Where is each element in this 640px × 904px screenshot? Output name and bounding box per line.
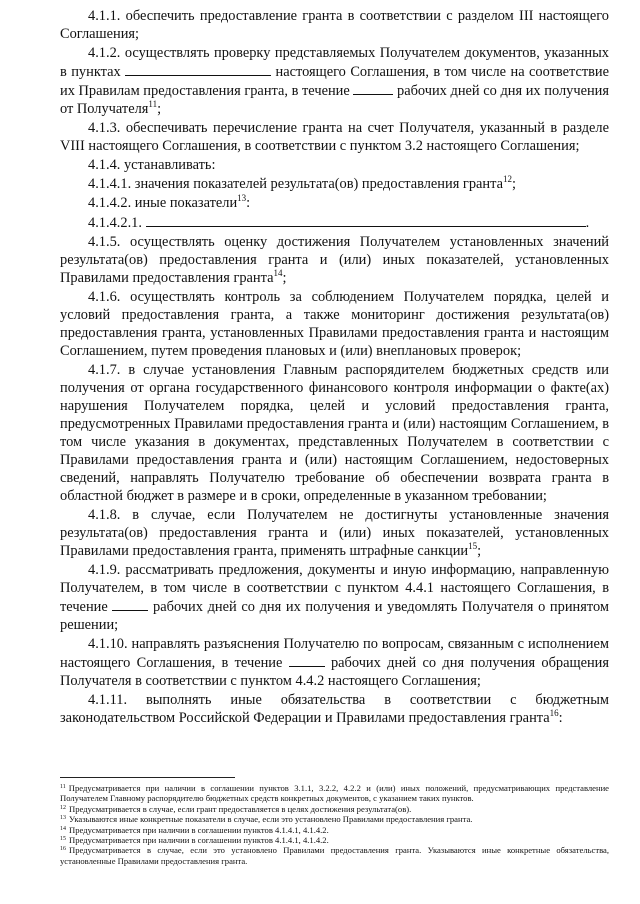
footnote-16: $^{16}$ Предусматривается в случае, если это установлено Правилами предоставления гранта. Указываются иные конкретные обязательства, установленные Правилами предоставления гранта. (60, 845, 609, 866)
footnote-ref: 13 (237, 192, 247, 203)
clause-4-1-3: 4.1.3. обеспечивать перечисление гранта на счет Получателя, указанный в разделе VIII настоящего Соглашения, в соответствии с пунктом 3.2 настоящего Соглашения; (60, 120, 609, 155)
clause-4-1-7: 4.1.7. в случае установления Главным распорядителем бюджетных средств или получения от органа государственного финансового контроля информации о факте(ах) нарушения Получателем порядка, целей и условий предоставления гранта, предусмотренных Правилами предоставления гранта и (или) настоящим Соглашением, в том числе указания в документах, представленных Получателем в соответствии с Правилами предоставления гранта и (или) настоящим Соглашением, недостоверных сведений, направлять Получателю требование об обеспечении возврата гранта в областной бюджет в размере и в сроки, определенные в указанном требовании; (60, 361, 609, 505)
agreement-body (60, 7, 609, 727)
footnote-13: $^{13}$ Указываются иные конкретные показатели в случае, если это установлено Правилами предоставления гранта. (60, 814, 473, 825)
clause-4-1-11: 4.1.11. выполнять иные обязательства в соответствии с бюджетным законодательством Российской Федерации и Правилами предоставления гранта$^{16}$: (60, 692, 609, 727)
clause-4-1-4-2: 4.1.4.2. иные показатели$^{13}$: (88, 192, 251, 211)
footnotes-section (60, 783, 609, 866)
clause-4-1-1: 4.1.1. обеспечить предоставление гранта в соответствии с разделом III настоящего Соглашения; (60, 8, 609, 43)
blank-line (125, 62, 271, 76)
clause-4-1-4: 4.1.4. устанавливать: (88, 157, 216, 174)
clause-4-1-4-1: 4.1.4.1. значения показателей результата(ов) предоставления гранта$^{12}$; (88, 173, 516, 192)
footnote-15: $^{15}$ Предусматривается при наличии в соглашении пунктов 4.1.4.1, 4.1.4.2. (60, 835, 329, 846)
clause-4-1-4-2-1: 4.1.4.2.1. . (88, 214, 590, 231)
clause-4-1-10: 4.1.10. направлять разъяснения Получателю по вопросам, связанным с исполнением настоящего Соглашения, в течение рабочих дней со дня получения обращения Получателя в соответствии с пунктом 4.4.2 настоящего Соглашения; (60, 636, 609, 690)
clause-4-1-9: 4.1.9. рассматривать предложения, документы и иную информацию, направленную Получателем, в том числе в соответствии с пунктом 4.4.1 настоящего Соглашения, в течение рабочих дней со дня их получения и уведомлять Получателя о принятом решении; (60, 562, 609, 634)
footnote-14: $^{14}$ Предусматривается при наличии в соглашении пунктов 4.1.4.1, 4.1.4.2. (60, 824, 329, 835)
footnote-ref: 14 (273, 267, 283, 278)
footnote-ref: 12 (502, 173, 512, 184)
clause-4-1-6: 4.1.6. осуществлять контроль за соблюдением Получателем порядка, целей и условий предоставления гранта, а также мониторинг достижения результата(ов) предоставления гранта, установленных Правилами предоставления гранта и настоящим Соглашением, путем проведения плановых и (или) внеплановых проверок; (60, 288, 609, 359)
footnote-ref: 15 (468, 541, 478, 552)
footnote-12: $^{12}$ Предусматривается в случае, если грант предоставляется в целях достижения результата(ов). (60, 803, 412, 814)
clause-4-1-8: 4.1.8. в случае, если Получателем не достигнуты установленные значения результата(ов) предоставления гранта и (или) иных показателей, установленных Правилами предоставления гранта, применять штрафные санкции$^{15}$; (60, 507, 609, 560)
blank-line (112, 597, 148, 611)
clause-4-1-5: 4.1.5. осуществлять оценку достижения Получателем установленных значений результата(ов) предоставления гранта и (или) иных показателей, установленных Правилами предоставления гранта$^{14}$; (60, 233, 609, 286)
blank-line (353, 81, 393, 95)
footnote-11: $^{11}$ Предусматривается при наличии в соглашении пунктов 3.1.1, 3.2.2, 4.2.2 и (или) иных положений, предусматривающих представление Получателем Главному распорядителю бюджетных средств конкретных документов, с указанием таких пунктов. (60, 783, 609, 804)
clause-4-1-2: 4.1.2. осуществлять проверку представляемых Получателем документов, указанных в пунктах настоящего Соглашения, в том числе на соответствие их Правилам предоставления гранта, в течение рабочих дней со дня их получения от Получателя$^{11}$; (60, 44, 610, 118)
footnote-ref: 16 (549, 708, 559, 719)
blank-line (289, 653, 325, 667)
footnote-divider (60, 777, 235, 778)
blank-line (146, 213, 586, 227)
footnote-ref: 11 (148, 99, 158, 110)
